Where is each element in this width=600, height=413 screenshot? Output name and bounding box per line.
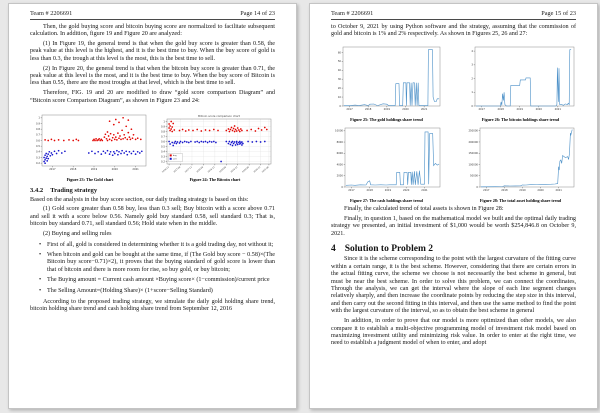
svg-text:50: 50 bbox=[337, 60, 341, 64]
bullet-text: • The Selling Amount=(Holding Share)× (1+score−Selling Standard) bbox=[47, 287, 213, 294]
svg-text:2017: 2017 bbox=[477, 108, 485, 112]
figure-grid-25-28 bbox=[331, 44, 576, 203]
svg-text:2017-06: 2017-06 bbox=[173, 166, 182, 174]
svg-text:2018: 2018 bbox=[70, 168, 77, 172]
svg-text:0: 0 bbox=[470, 105, 473, 109]
paragraph-therefore: Therefore, FIG. 19 and 20 are modified to draw “gold score comparison Diagram” and “Bitcoin score Comparison Diagram”, as shown in Figure 23 and 24: bbox=[30, 90, 275, 104]
paragraph-top: to October 9, 2021 by using Python software and the strategy, assuming that the commission of gold and bitcoin is 1% and 2% respectively. As shown in Figures 25, 26 and 27: bbox=[331, 23, 576, 37]
svg-text:0.9: 0.9 bbox=[161, 125, 165, 129]
paragraph-solution-curvature: Since it is the scheme corresponding to the point with the largest curvature of the fitting curve within a certain range, it is the best scheme. However, considering that there are certain errors in the actual fitting curve, the scheme we choose is not necessarily the best scheme in general, but must be near the best scheme. In order to solve this problem, we can connect the coordinates, Through the analysis, we can get the interval where the slope of each line segment changes relatively sharply, and then increase the coordinate points by reducing the step size in this interval, and then carry out the second fitting in this interval, and then use the same method to find the point with the largest curvature of the interval, so as to obtain the best scheme in general bbox=[331, 256, 576, 315]
svg-text:2021-06: 2021-06 bbox=[261, 166, 270, 174]
svg-text:50000: 50000 bbox=[469, 174, 478, 178]
svg-text:0: 0 bbox=[338, 105, 341, 109]
figure-27 bbox=[331, 125, 443, 203]
svg-text:2019-12: 2019-12 bbox=[230, 166, 239, 174]
figure-26 bbox=[465, 44, 577, 122]
svg-text:0.8: 0.8 bbox=[161, 130, 165, 134]
svg-text:40: 40 bbox=[337, 69, 341, 73]
figure-26-caption: Figure 26: The bitcoin holdings share trend bbox=[481, 117, 560, 123]
svg-text:2017-12: 2017-12 bbox=[184, 166, 193, 174]
svg-text:2018: 2018 bbox=[497, 108, 504, 112]
figure-28-total-asset-line-chart bbox=[465, 125, 577, 195]
team-number: Team # 2206691 bbox=[331, 10, 374, 17]
figure-27-caption: Figure 27: The cash holdings share trend bbox=[350, 198, 423, 204]
svg-text:4: 4 bbox=[470, 50, 473, 54]
svg-text:sell: sell bbox=[172, 158, 177, 161]
svg-text:4000: 4000 bbox=[336, 163, 343, 167]
svg-text:0.4: 0.4 bbox=[36, 150, 40, 154]
svg-text:2021: 2021 bbox=[554, 189, 562, 193]
paragraph-figure19-analysis: (1) In Figure 19, the general trend is that when the gold buy score is greater than 0.58, the peak value at this level is the highest, and it is the best time to buy. When the buy score of gold is less than 0.3, the trough at this level is the most, this is the best time to sell. bbox=[30, 40, 275, 62]
page-14-header bbox=[30, 10, 275, 20]
paragraph-according: According to the proposed trading strategy, we simulate the daily gold holding share trend, bitcoin holding share trend and cash holding share trend from September 12, 2016 bbox=[30, 298, 275, 312]
svg-text:100000: 100000 bbox=[467, 163, 478, 167]
svg-text:2019: 2019 bbox=[518, 189, 526, 193]
page-14 bbox=[8, 3, 297, 409]
svg-text:60: 60 bbox=[337, 51, 341, 55]
bullet-selling-amount bbox=[39, 288, 275, 295]
svg-text:2018: 2018 bbox=[365, 189, 373, 193]
bullet-text: • First of all, gold is considered in determining whether it is a gold trading day, not without it; bbox=[47, 241, 274, 248]
figure-25-caption: Figure 25: The gold holdings share trend bbox=[350, 117, 423, 123]
svg-text:2017: 2017 bbox=[49, 168, 56, 172]
svg-text:0.3: 0.3 bbox=[161, 155, 165, 159]
svg-text:2019: 2019 bbox=[383, 108, 390, 112]
bullet-simultaneous-buy bbox=[39, 252, 275, 274]
svg-text:0.6: 0.6 bbox=[161, 140, 165, 144]
svg-text:20: 20 bbox=[337, 87, 341, 91]
svg-text:0.9: 0.9 bbox=[36, 122, 40, 126]
figure-23-gold-scatter-chart bbox=[31, 112, 149, 174]
svg-text:2019: 2019 bbox=[90, 168, 98, 172]
paragraph-based-on: Based on the analysis in the buy score section, our daily trading strategy is based on this: bbox=[30, 196, 249, 203]
section-number: 3.4.2 bbox=[30, 187, 44, 195]
team-number: Team # 2206691 bbox=[30, 10, 73, 17]
section-heading-4 bbox=[331, 244, 576, 254]
svg-text:2018: 2018 bbox=[364, 108, 371, 112]
figure-23-caption: Figure 23: The Gold chart bbox=[66, 177, 114, 183]
svg-text:2020: 2020 bbox=[111, 168, 118, 172]
svg-text:2020: 2020 bbox=[401, 108, 409, 112]
svg-text:2020-12: 2020-12 bbox=[253, 166, 262, 174]
figure-27-cash-holdings-line-chart bbox=[331, 125, 443, 195]
svg-text:2020: 2020 bbox=[536, 189, 544, 193]
svg-text:2019: 2019 bbox=[384, 189, 391, 193]
svg-text:150000: 150000 bbox=[467, 152, 478, 156]
paragraph-finally-trend: Finally, the calculated trend of total assets is shown in Figure 28: bbox=[344, 205, 504, 212]
svg-text:0.8: 0.8 bbox=[36, 128, 40, 132]
svg-text:Bitcoin score comparison chart: Bitcoin score comparison chart bbox=[198, 114, 240, 119]
section-number: 4 bbox=[331, 243, 336, 254]
svg-text:0.3: 0.3 bbox=[36, 156, 40, 160]
svg-text:2021: 2021 bbox=[554, 108, 561, 112]
figure-23 bbox=[31, 112, 149, 182]
figure-25 bbox=[331, 44, 443, 122]
svg-text:0.4: 0.4 bbox=[161, 150, 165, 154]
figure-24-caption: Figure 24: The Bitcoin chart bbox=[189, 177, 241, 183]
svg-text:0: 0 bbox=[475, 186, 478, 190]
figure-28 bbox=[465, 125, 577, 203]
page-15 bbox=[309, 3, 598, 409]
svg-text:200000: 200000 bbox=[467, 141, 478, 145]
figure-row-23-24 bbox=[31, 112, 274, 182]
section-title: Solution to Problem 2 bbox=[344, 243, 433, 254]
svg-text:30: 30 bbox=[337, 78, 341, 82]
svg-text:250000: 250000 bbox=[467, 129, 478, 133]
figure-26-bitcoin-holdings-line-chart bbox=[465, 44, 577, 114]
svg-text:2017: 2017 bbox=[482, 189, 490, 193]
figure-25-gold-holdings-line-chart bbox=[331, 44, 443, 114]
section-title: Trading strategy bbox=[50, 187, 98, 195]
svg-text:0: 0 bbox=[340, 186, 343, 190]
svg-text:buy: buy bbox=[172, 155, 177, 158]
svg-text:2018: 2018 bbox=[500, 189, 508, 193]
figure-24 bbox=[156, 112, 274, 182]
svg-text:2017: 2017 bbox=[347, 189, 355, 193]
paragraph-rule-2: (2) Buying and selling rules bbox=[43, 231, 112, 238]
svg-text:10: 10 bbox=[337, 96, 341, 100]
svg-text:6000: 6000 bbox=[336, 152, 343, 156]
svg-text:0.5: 0.5 bbox=[36, 145, 40, 149]
bullet-text: • When bitcoin and gold can be bought at the same time, if (The Gold buy score − 0.58)×(The Bitcoin buy score−0.71)×2), it proves that the buying standard of gold score is lower than that of bitcoin and there is more room for rise, so buy gold, or buy bitcoin; bbox=[47, 252, 275, 273]
svg-text:2019: 2019 bbox=[516, 108, 523, 112]
paragraph-solution-comparison: In addition, in order to prove that our model is more optimized than other models, we also compare it to establish a multi-objective programming model of investment risk model based on maximizing investment utility and minimizing risk value. In order to enter at the right time, we need to establish a judgment model of when to enter, and adopt bbox=[331, 318, 576, 347]
svg-text:0.5: 0.5 bbox=[161, 145, 165, 149]
svg-text:2020: 2020 bbox=[535, 108, 542, 112]
svg-text:0.2: 0.2 bbox=[36, 162, 40, 166]
svg-text:0.7: 0.7 bbox=[161, 135, 165, 139]
svg-text:0.2: 0.2 bbox=[161, 160, 165, 164]
svg-text:2016-12: 2016-12 bbox=[162, 166, 170, 174]
svg-text:8000: 8000 bbox=[336, 141, 343, 145]
bullet-buying-amount bbox=[39, 277, 275, 284]
svg-text:2000: 2000 bbox=[336, 174, 343, 178]
figure-28-caption: Figure 28: The total asset holding share trend bbox=[479, 198, 562, 204]
svg-text:2021: 2021 bbox=[420, 189, 428, 193]
svg-text:3: 3 bbox=[470, 64, 473, 68]
figure-24-bitcoin-scatter-chart bbox=[156, 112, 274, 174]
bullet-gold-first bbox=[39, 242, 275, 249]
svg-text:0.7: 0.7 bbox=[36, 133, 40, 137]
svg-text:1: 1 bbox=[470, 91, 473, 95]
svg-text:2018-12: 2018-12 bbox=[207, 166, 216, 174]
svg-text:2021: 2021 bbox=[420, 108, 427, 112]
svg-text:2018-06: 2018-06 bbox=[196, 166, 205, 174]
bullet-text: • The Buying amount = Current cash amount ×Buying score× (1−commission)/current price bbox=[47, 277, 270, 284]
page-number: Page 14 of 23 bbox=[240, 10, 275, 17]
paragraph-rule-1: (1) Gold score greater than 0.58 buy, less than 0.3 sell; Buy bitcoin with a score above 0.71 and sell it with a score below 0.56. Namely gold buy standard 0.58, sell standard 0.3; That is, bitcoin buy standard 0.71, sell standard 0.56; Hold state when in the middle. bbox=[30, 206, 275, 228]
svg-text:10000: 10000 bbox=[334, 130, 343, 134]
svg-text:2020-06: 2020-06 bbox=[242, 166, 250, 174]
page-number: Page 15 of 23 bbox=[541, 10, 576, 17]
svg-text:2: 2 bbox=[470, 77, 473, 81]
svg-text:1: 1 bbox=[38, 116, 40, 120]
svg-text:0.6: 0.6 bbox=[36, 139, 40, 143]
page-15-header bbox=[331, 10, 576, 20]
paragraph-finally-result: Finally, in question 1, based on the mathematical model we built and the optimal daily trading strategy we presented, an initial investment of $1,000 would be worth $254,846.8 on October 9, 2021. bbox=[331, 215, 576, 237]
section-heading-3-4-2 bbox=[30, 187, 275, 194]
svg-text:2019-06: 2019-06 bbox=[219, 166, 227, 174]
svg-text:2021: 2021 bbox=[132, 168, 139, 172]
svg-text:2020: 2020 bbox=[402, 189, 409, 193]
paragraph-figure20-analysis: (2) In Figure 20, the general trend is that when the bitcoin buy score is greater than 0.71, the peak value at this level is the most, and it is the best time to buy. When the buy score of Bitcoin is less than 0.55, there are the most troughs at that level, which is the best time to sell. bbox=[30, 65, 275, 87]
svg-text:1: 1 bbox=[163, 120, 165, 124]
paragraph-intro: Then, the gold buying score and bitcoin buying score are normalized to facilitate subsequent calculation. In addition, figure 19 and Figure 20 are analyzed: bbox=[30, 23, 275, 37]
svg-text:2017: 2017 bbox=[345, 108, 353, 112]
